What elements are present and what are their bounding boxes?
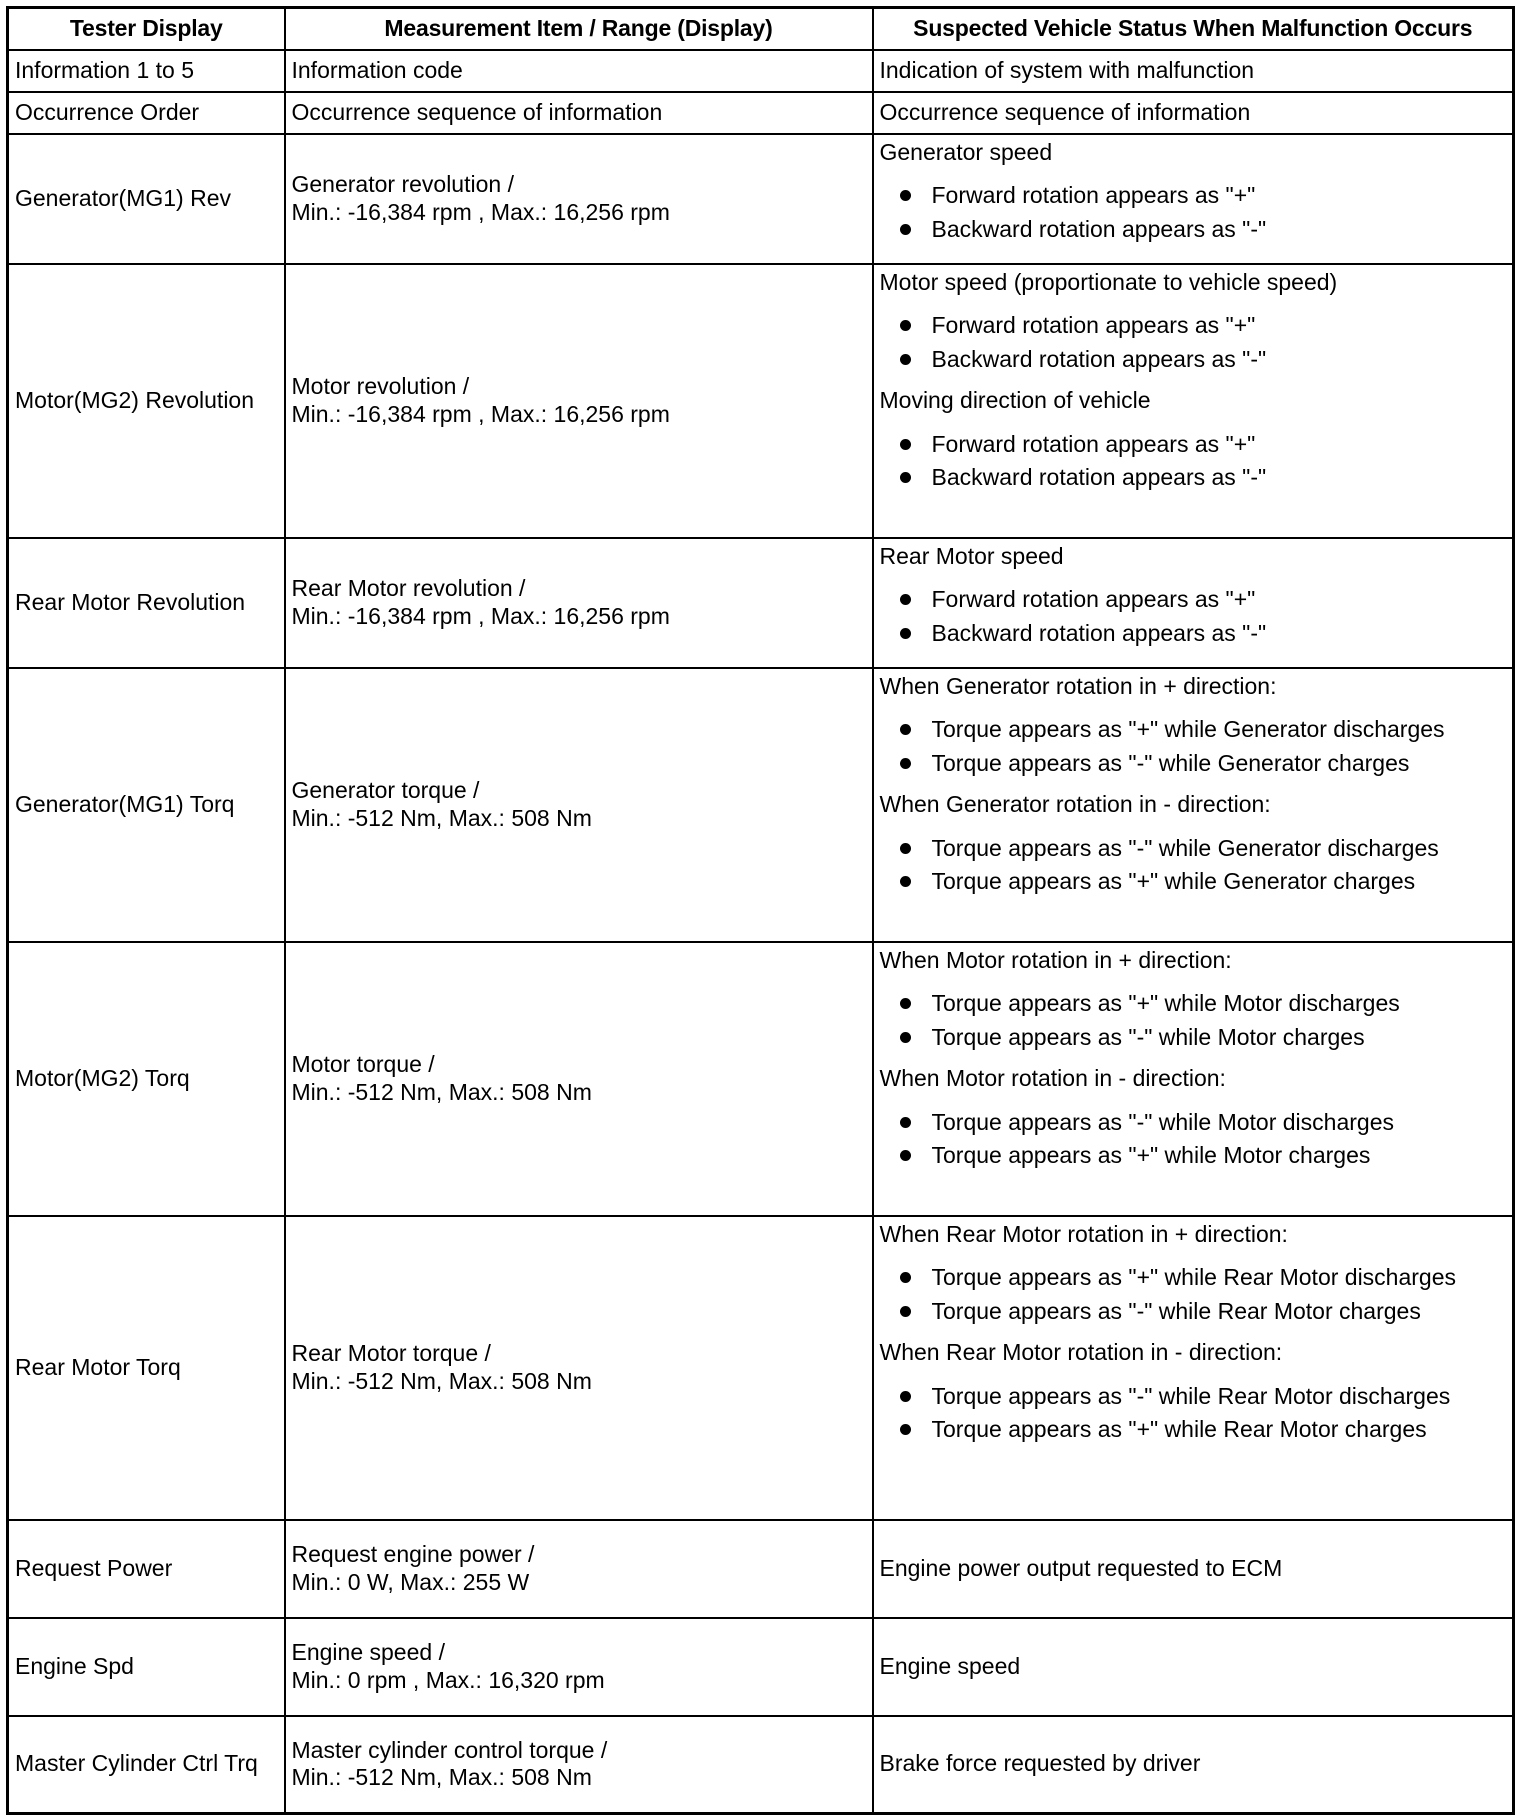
- header-tester-display: Tester Display: [8, 8, 285, 50]
- bullet-item: Torque appears as "+" while Motor discharges: [898, 990, 1507, 1018]
- status-bullet-list: [880, 1383, 1507, 1444]
- status-bullet-list: [880, 431, 1507, 492]
- measurement-range: Min.: -512 Nm, Max.: 508 Nm: [291, 1367, 592, 1394]
- status-heading: When Generator rotation in + direction:: [879, 672, 1277, 699]
- measurement-range: Min.: 0 rpm , Max.: 16,320 rpm: [291, 1666, 605, 1693]
- status-heading: When Motor rotation in - direction:: [879, 1065, 1226, 1092]
- measurement-cell: [285, 1520, 873, 1618]
- tester-display-cell: Generator(MG1) Rev: [8, 134, 285, 264]
- status-cell: Engine power output requested to ECM: [873, 1520, 1514, 1618]
- header-suspected-status: Suspected Vehicle Status When Malfunction Occurs: [873, 8, 1514, 50]
- table-row: [8, 134, 1514, 264]
- status-cell: [873, 942, 1514, 1216]
- status-bullet-list: [880, 312, 1507, 373]
- measurement-cell: [285, 1216, 873, 1520]
- bullet-item: Backward rotation appears as "-": [898, 346, 1507, 374]
- tester-display-cell: Master Cylinder Ctrl Trq: [8, 1716, 285, 1814]
- bullet-item: Backward rotation appears as "-": [898, 216, 1507, 244]
- status-cell: [873, 134, 1514, 264]
- bullet-item: Torque appears as "-" while Rear Motor discharges: [898, 1383, 1507, 1411]
- bullet-item: Forward rotation appears as "+": [898, 431, 1507, 459]
- status-cell: [873, 1216, 1514, 1520]
- measurement-cell: [285, 668, 873, 942]
- bullet-item: Torque appears as "-" while Rear Motor charges: [898, 1298, 1507, 1326]
- tester-display-cell: Information 1 to 5: [8, 50, 285, 92]
- measurement-cell: [285, 1618, 873, 1716]
- status-bullet-list: [880, 1109, 1507, 1170]
- bullet-item: Torque appears as "+" while Rear Motor discharges: [898, 1264, 1507, 1292]
- measurement-item: Engine speed /: [291, 1638, 445, 1665]
- tester-display-cell: Rear Motor Revolution: [8, 538, 285, 668]
- bullet-item: Torque appears as "+" while Rear Motor charges: [898, 1416, 1507, 1444]
- table-row: [8, 942, 1514, 1216]
- measurement-range: Min.: -512 Nm, Max.: 508 Nm: [291, 1078, 592, 1105]
- bullet-item: Forward rotation appears as "+": [898, 586, 1507, 614]
- status-bullet-list: [880, 586, 1507, 647]
- bullet-item: Torque appears as "-" while Motor discharges: [898, 1109, 1507, 1137]
- status-heading: Generator speed: [879, 138, 1053, 165]
- status-cell: [873, 538, 1514, 668]
- table-header-row: [8, 8, 1514, 50]
- diagnostic-data-table: [6, 6, 1515, 1815]
- status-heading: Motor speed (proportionate to vehicle speed): [879, 268, 1338, 295]
- tester-display-cell: Rear Motor Torq: [8, 1216, 285, 1520]
- measurement-item: Generator torque /: [291, 776, 480, 803]
- bullet-item: Backward rotation appears as "-": [898, 464, 1507, 492]
- table-row: [8, 1618, 1514, 1716]
- status-bullet-list: [880, 835, 1507, 896]
- measurement-item: Motor revolution /: [291, 372, 470, 399]
- measurement-range: Min.: 0 W, Max.: 255 W: [291, 1568, 530, 1595]
- measurement-cell: Information code: [285, 50, 873, 92]
- measurement-item: Request engine power /: [291, 1540, 535, 1567]
- measurement-cell: Occurrence sequence of information: [285, 92, 873, 134]
- measurement-item: Rear Motor revolution /: [291, 574, 526, 601]
- tester-display-cell: Request Power: [8, 1520, 285, 1618]
- measurement-range: Min.: -16,384 rpm , Max.: 16,256 rpm: [291, 400, 670, 427]
- status-cell: [873, 668, 1514, 942]
- tester-display-cell: Engine Spd: [8, 1618, 285, 1716]
- tester-display-cell: Motor(MG2) Torq: [8, 942, 285, 1216]
- status-heading: Moving direction of vehicle: [879, 387, 1151, 414]
- status-heading: When Motor rotation in + direction:: [879, 946, 1232, 973]
- bullet-item: Forward rotation appears as "+": [898, 182, 1507, 210]
- measurement-item: Generator revolution /: [291, 170, 514, 197]
- table-row: [8, 668, 1514, 942]
- status-bullet-list: [880, 990, 1507, 1051]
- status-heading: When Rear Motor rotation in - direction:: [879, 1339, 1283, 1366]
- tester-display-cell: Generator(MG1) Torq: [8, 668, 285, 942]
- status-cell: Occurrence sequence of information: [873, 92, 1514, 134]
- status-heading: Rear Motor speed: [879, 542, 1064, 569]
- measurement-cell: [285, 134, 873, 264]
- measurement-range: Min.: -16,384 rpm , Max.: 16,256 rpm: [291, 602, 670, 629]
- measurement-range: Min.: -512 Nm, Max.: 508 Nm: [291, 804, 592, 831]
- measurement-item: Rear Motor torque /: [291, 1339, 491, 1366]
- table-row: [8, 1520, 1514, 1618]
- measurement-range: Min.: -512 Nm, Max.: 508 Nm: [291, 1764, 592, 1791]
- measurement-cell: [285, 538, 873, 668]
- bullet-item: Backward rotation appears as "-": [898, 620, 1507, 648]
- status-heading: When Rear Motor rotation in + direction:: [879, 1220, 1288, 1247]
- bullet-item: Torque appears as "+" while Motor charges: [898, 1142, 1507, 1170]
- status-bullet-list: [880, 716, 1507, 777]
- status-cell: Indication of system with malfunction: [873, 50, 1514, 92]
- status-bullet-list: [880, 1264, 1507, 1325]
- header-measurement-item: Measurement Item / Range (Display): [285, 8, 873, 50]
- table-row: [8, 92, 1514, 134]
- measurement-item: Master cylinder control torque /: [291, 1736, 608, 1763]
- measurement-cell: [285, 942, 873, 1216]
- measurement-range: Min.: -16,384 rpm , Max.: 16,256 rpm: [291, 198, 670, 225]
- table-row: [8, 264, 1514, 538]
- tester-display-cell: Occurrence Order: [8, 92, 285, 134]
- document-page: [6, 6, 1512, 1809]
- status-heading: When Generator rotation in - direction:: [879, 791, 1271, 818]
- tester-display-cell: Motor(MG2) Revolution: [8, 264, 285, 538]
- status-cell: [873, 264, 1514, 538]
- bullet-item: Torque appears as "-" while Motor charges: [898, 1024, 1507, 1052]
- table-row: [8, 1216, 1514, 1520]
- table-row: [8, 1716, 1514, 1814]
- measurement-item: Motor torque /: [291, 1050, 435, 1077]
- status-bullet-list: [880, 182, 1507, 243]
- bullet-item: Torque appears as "+" while Generator discharges: [898, 716, 1507, 744]
- bullet-item: Torque appears as "-" while Generator discharges: [898, 835, 1507, 863]
- measurement-cell: [285, 264, 873, 538]
- status-cell: Engine speed: [873, 1618, 1514, 1716]
- table-row: [8, 538, 1514, 668]
- status-cell: Brake force requested by driver: [873, 1716, 1514, 1814]
- bullet-item: Torque appears as "-" while Generator charges: [898, 750, 1507, 778]
- bullet-item: Torque appears as "+" while Generator charges: [898, 868, 1507, 896]
- table-row: [8, 50, 1514, 92]
- measurement-cell: [285, 1716, 873, 1814]
- bullet-item: Forward rotation appears as "+": [898, 312, 1507, 340]
